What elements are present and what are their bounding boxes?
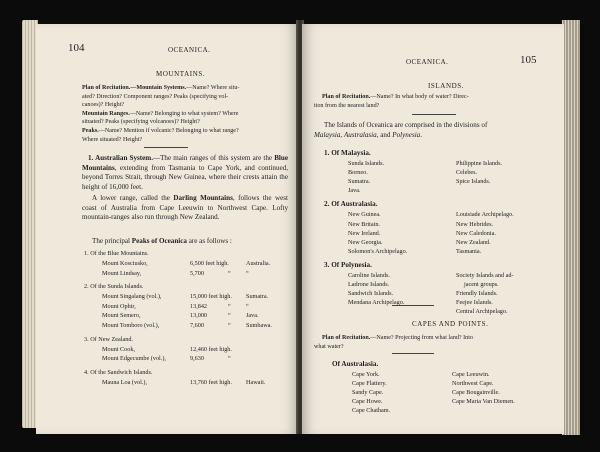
islands-intro: The Islands of Oceanica are comprised in the divisions of Malaysia, Australasia, and Polynesia. xyxy=(314,121,488,139)
peak-height: 7,600 xyxy=(190,322,204,329)
peak-location: Java. xyxy=(246,312,259,320)
peak-name: Mount Lindsay, xyxy=(102,269,142,277)
darling-mountains-paragraph: A lower range, called the Darling Mountains, follows the west coast of Australia from Cape Leeuwin to Northwest Cape. Lofty mountain-ranges also run through New Zealand. xyxy=(82,194,288,222)
left-page xyxy=(36,24,298,434)
recitation-line: canoes)? Height? xyxy=(82,102,125,109)
island-name: Sandwich Islands. xyxy=(348,290,394,298)
cape-name: Cape Maria Van Diemen. xyxy=(452,398,515,406)
island-name: Borneo. xyxy=(348,169,368,177)
divider xyxy=(392,305,434,306)
peak-height: 6,500 feet high. xyxy=(190,260,229,267)
division-heading: 1. Of Malaysia. xyxy=(324,149,371,157)
peak-height: 13,842 xyxy=(190,302,208,310)
island-name: Spice Islands. xyxy=(456,178,491,186)
peak-name: Mount Cook, xyxy=(102,345,136,353)
peak-name: Mount Ophir, xyxy=(102,302,136,310)
recitation-line: Where situated? Height? xyxy=(82,136,143,143)
peak-group-heading: 2. Of the Sunda Islands. xyxy=(84,283,144,291)
mountains-recitation xyxy=(82,84,290,144)
peak-name: Mount Kosciusko, xyxy=(102,260,148,267)
island-name: Sumatra. xyxy=(348,178,371,186)
peak-height: 15,000 feet high. xyxy=(190,293,232,301)
australian-system-paragraph: 1. Australian System.—The main ranges of this system are the Blue Mountains, extending from Tasmania to Cape York, and continued, beyond Torres Strait, through New Guinea, where their crests attain the height of 16,000 feet. xyxy=(82,154,288,191)
cape-name: Northwest Cape. xyxy=(452,380,494,388)
cape-name: Cape Leeuwin. xyxy=(452,371,490,378)
running-head-right: OCEANICA. xyxy=(406,58,449,66)
peak-group-heading: 3. Of New Zealand. xyxy=(84,335,133,343)
peak-height: 9,630 xyxy=(190,355,204,363)
section-title-mountains: MOUNTAINS. xyxy=(156,70,206,78)
peak-location: “ xyxy=(246,302,249,310)
island-name: Philippine Islands. xyxy=(456,160,503,167)
peak-location: Australia. xyxy=(246,260,271,267)
island-name: New Hebrides. xyxy=(456,220,494,228)
peak-height: 12,460 feet high. xyxy=(190,345,232,353)
section-title-islands: ISLANDS. xyxy=(428,82,465,90)
peaks-intro: The principal Peaks of Oceanica are as follows : xyxy=(92,237,232,245)
island-name: Friendly Islands. xyxy=(456,290,498,298)
cape-name: Cape Flattery. xyxy=(352,380,387,388)
peak-location: Sumbawa. xyxy=(246,322,272,329)
island-name: New Britain. xyxy=(348,220,380,228)
peak-name: Mount Semero, xyxy=(102,312,141,320)
recitation-line: Plan of Recitation.—Name? Projecting from what land? Into xyxy=(322,335,473,341)
island-name: Ladrone Islands. xyxy=(348,281,390,288)
cape-name: Sandy Cape. xyxy=(352,389,384,397)
island-name: Java. xyxy=(348,187,361,195)
recitation-line: Mountain Ranges.—Name? Belonging to what system? Where xyxy=(82,110,239,117)
island-name: Sunda Islands. xyxy=(348,160,385,167)
island-name: Caroline Islands. xyxy=(348,271,390,279)
peak-height: 13,760 feet high. xyxy=(190,378,232,386)
island-name: jacent groups. xyxy=(464,281,499,288)
islands-recitation xyxy=(314,93,542,110)
peak-height: 5,700 xyxy=(190,269,204,277)
island-name: New Caledonia. xyxy=(456,229,496,237)
ditto-mark: “ xyxy=(228,355,231,363)
page-number-right: 105 xyxy=(520,54,537,66)
running-head-left: OCEANICA. xyxy=(168,46,211,54)
peak-group-heading: 4. Of the Sandwich Islands. xyxy=(84,368,153,376)
recitation-line: Plan of Recitation.—Mountain Systems.—Name? Where situ- xyxy=(82,85,240,91)
recitation-line: tion from the nearest land? xyxy=(314,102,380,109)
capes-recitation xyxy=(314,334,546,351)
cape-name: Cape Bougainville. xyxy=(452,389,500,397)
cape-name: Cape Chatham. xyxy=(352,407,391,415)
cape-name: Cape York. xyxy=(352,371,380,378)
peak-location: Sumatra. xyxy=(246,293,269,301)
island-name: New Zealand. xyxy=(456,238,491,246)
island-name: Mendana Archipelago. xyxy=(348,299,405,307)
ditto-mark: “ xyxy=(228,312,231,320)
island-name: New Guinea. xyxy=(348,211,381,219)
peak-group-heading: 1. Of the Blue Mountains. xyxy=(84,250,149,257)
right-page xyxy=(302,24,564,434)
ditto-mark: “ xyxy=(228,269,231,277)
ditto-mark: “ xyxy=(228,302,231,310)
ditto-mark: “ xyxy=(228,322,231,329)
recitation-line: situated? Peaks (specifying volcanoes)? Height? xyxy=(82,119,200,126)
peak-name: Mount Edgecumbe (vol.), xyxy=(102,355,166,363)
section-title-capes: CAPES AND POINTS. xyxy=(412,320,489,328)
page-edges-right xyxy=(562,20,580,435)
divider xyxy=(412,114,456,115)
island-name: Feejee Islands. xyxy=(456,299,493,307)
peak-name: Mount Singalang (vol.), xyxy=(102,293,162,301)
island-name: Tasmania. xyxy=(456,247,482,255)
page-number-left: 104 xyxy=(68,42,85,54)
capes-heading: Of Australasia. xyxy=(332,360,379,368)
peak-location: Hawaii. xyxy=(246,378,266,386)
division-heading: 2. Of Australasia. xyxy=(324,200,378,209)
recitation-line: what water? xyxy=(314,343,344,350)
island-name: Solomon's Archipelago. xyxy=(348,247,408,255)
island-name: Celebes. xyxy=(456,169,478,177)
island-name: Louisiade Archipelago. xyxy=(456,211,514,219)
island-name: Central Archipelago. xyxy=(456,308,508,316)
divider xyxy=(144,147,188,148)
cape-name: Cape Howe. xyxy=(352,398,383,406)
recitation-line: Plan of Recitation.—Name? In what body of water? Direc- xyxy=(322,94,469,100)
peak-height: 13,000 xyxy=(190,312,208,320)
divider xyxy=(392,353,434,354)
peak-name: Mount Tomboro (vol.), xyxy=(102,322,160,329)
island-name: Society Islands and ad- xyxy=(456,271,514,279)
island-name: New Ireland. xyxy=(348,229,381,237)
island-name: New Georgia. xyxy=(348,238,383,246)
recitation-line: Peaks.—Name? Mention if volcanic? Belonging to what range? xyxy=(82,127,239,134)
division-heading: 3. Of Polynesia. xyxy=(324,260,372,269)
recitation-line: ated? Direction? Component ranges? Peaks (specifying vol- xyxy=(82,93,229,100)
peak-name: Mauna Loa (vol.), xyxy=(102,378,148,386)
peak-location: “ xyxy=(246,269,249,277)
